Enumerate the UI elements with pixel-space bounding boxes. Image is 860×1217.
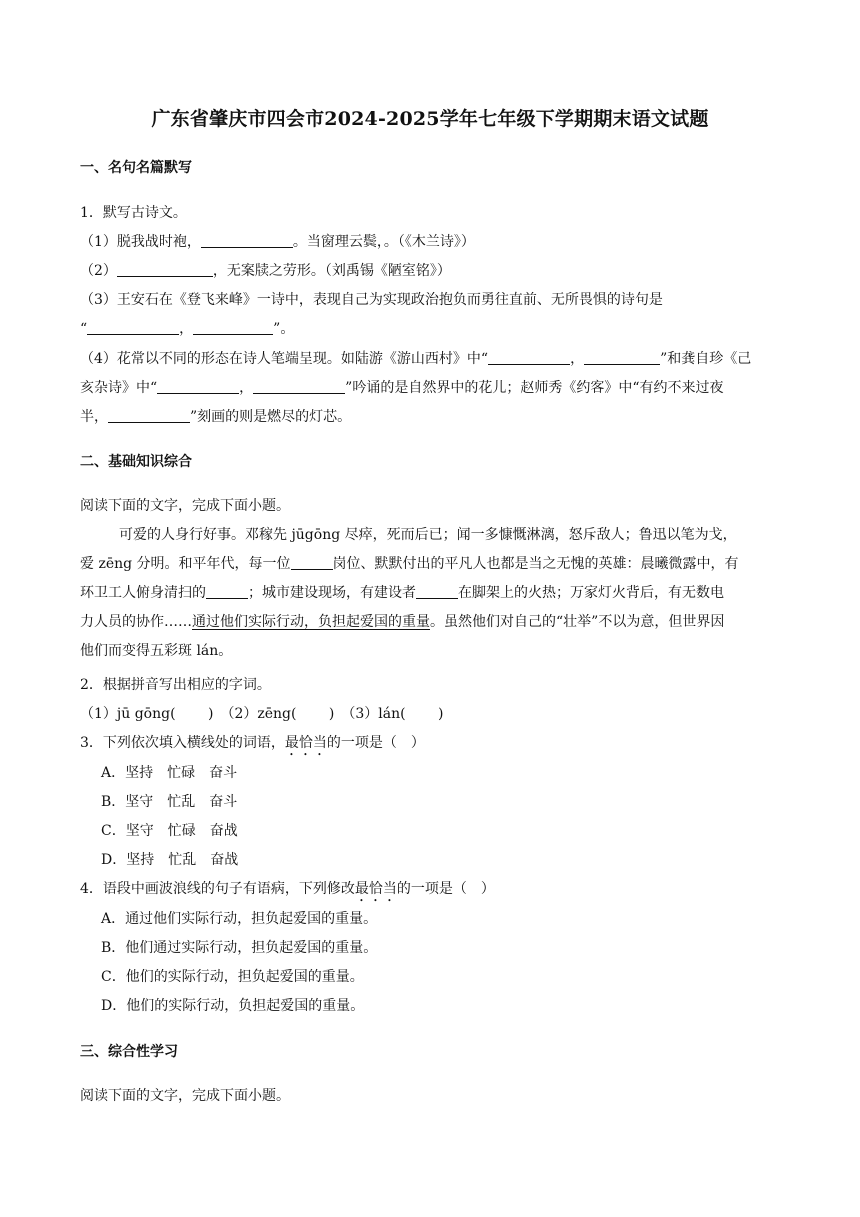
answer-blank[interactable]	[108, 408, 190, 423]
question-4-option-a[interactable]: A．通过他们实际行动，担负起爱国的重量。	[101, 911, 378, 927]
text: 3．下列依次填入横线处的词语，	[80, 735, 285, 751]
text: （4）花常以不同的形态在诗人笔端呈现。如陆游《游山西村》中“	[80, 351, 489, 367]
text: 在脚架上的火热；万家灯火背后，有无数电	[458, 585, 724, 601]
answer-blank[interactable]	[584, 350, 660, 365]
question-1-item-4-line-3	[80, 407, 351, 427]
text: ，	[570, 351, 585, 367]
question-1-item-4-line-1	[80, 349, 751, 369]
emphasized-text: 最恰当	[354, 881, 397, 897]
text: 爱 zēng 分明。和平年代，每一位	[80, 556, 291, 572]
text: （2）	[80, 263, 117, 279]
answer-blank[interactable]	[87, 320, 179, 335]
fill-blank	[416, 584, 458, 599]
wavy-underlined-sentence: 通过他们实际行动，负担起爱国的重量	[192, 614, 430, 630]
question-1-item-2	[80, 261, 451, 281]
text: 岗位、默默付出的平凡人也都是当之无愧的英雄：晨曦微露中，有	[332, 556, 739, 572]
question-2-stem: 2．根据拼音写出相应的字词。	[80, 677, 271, 693]
text: ”吟诵的是自然界中的花儿；赵师秀《约客》中“有约不来过夜	[345, 380, 724, 396]
fill-blank	[291, 555, 333, 570]
reading-paragraph-line-1: 可爱的人身行好事。邓稼先 jūgōng 尽瘁，死而后已；闻一多慷慨淋漓，怒斥敌人；鲁迅以笔为戈，	[119, 527, 737, 543]
text: 的一项是（ ）	[326, 735, 425, 751]
text: ；城市建设现场，有建设者	[248, 585, 416, 601]
question-1-item-3-blanks	[80, 319, 294, 339]
question-4-option-c[interactable]: C．他们的实际行动，担负起爱国的重量。	[101, 969, 364, 985]
text: 的一项是（ ）	[396, 881, 495, 897]
question-2-items: （1）jū gōng( ) （2）zēng( ) （3）lán( )	[80, 706, 444, 722]
section-heading-2: 二、基础知识综合	[80, 454, 192, 470]
emphasized-text: 最恰当	[284, 735, 327, 751]
question-3-option-a[interactable]: A．坚持 忙碌 奋斗	[101, 765, 238, 781]
question-1-item-3: （3）王安石在《登飞来峰》一诗中，表现自己为实现政治抱负而勇往直前、无所畏惧的诗句是	[80, 292, 663, 308]
reading-paragraph-line-4	[80, 612, 724, 632]
question-1-stem: 1．默写古诗文。	[80, 205, 187, 221]
text: ，	[179, 321, 194, 337]
text: （1）脱我战时袍，	[80, 234, 201, 250]
text: 亥杂诗》中“	[80, 380, 158, 396]
question-3-option-b[interactable]: B．坚守 忙乱 奋斗	[101, 794, 238, 810]
text: ，	[239, 380, 254, 396]
text: 。当窗理云鬓，。（《木兰诗》）	[292, 234, 475, 250]
answer-blank[interactable]	[117, 262, 213, 277]
exam-title: 广东省肇庆市四会市2024-2025学年七年级下学期期末语文试题	[151, 108, 709, 130]
answer-blank[interactable]	[253, 379, 345, 394]
text: 环卫工人俯身清扫的	[80, 585, 206, 601]
question-3-option-c[interactable]: C．坚守 忙碌 奋战	[101, 823, 238, 839]
section-heading-1: 一、名句名篇默写	[80, 160, 192, 176]
answer-blank[interactable]	[201, 233, 293, 248]
text: ”。	[273, 321, 295, 337]
question-4-stem	[80, 879, 495, 905]
question-4-option-d[interactable]: D．他们的实际行动，负担起爱国的重量。	[101, 998, 365, 1014]
question-3-option-d[interactable]: D．坚持 忙乱 奋战	[101, 852, 239, 868]
reading-intro: 阅读下面的文字，完成下面小题。	[80, 498, 290, 514]
text: 力人员的协作……	[80, 614, 192, 630]
fill-blank	[206, 584, 248, 599]
answer-blank[interactable]	[488, 350, 570, 365]
question-1-item-4-line-2	[80, 378, 724, 398]
text: 4．语段中画波浪线的句子有语病，下列修改	[80, 881, 355, 897]
text: 。虽然他们对自己的“壮举”不以为意，但世界因	[430, 614, 725, 630]
text: ”刻画的则是燃尽的灯芯。	[190, 409, 352, 425]
question-1-item-1	[80, 232, 475, 252]
reading-paragraph-line-3	[80, 583, 724, 603]
section-heading-3: 三、综合性学习	[80, 1044, 178, 1060]
question-4-option-b[interactable]: B．他们通过实际行动，担负起爱国的重量。	[101, 940, 378, 956]
text: ”和龚自珍《己	[660, 351, 752, 367]
reading-paragraph-line-2	[80, 554, 739, 574]
answer-blank[interactable]	[193, 320, 273, 335]
text: “	[80, 321, 88, 337]
text: ，无案牍之劳形。（刘禹锡《陋室铭》）	[212, 263, 451, 279]
section-3-intro: 阅读下面的文字，完成下面小题。	[80, 1088, 290, 1104]
text: 半，	[80, 409, 108, 425]
question-3-stem	[80, 733, 425, 759]
answer-blank[interactable]	[157, 379, 239, 394]
reading-paragraph-line-5: 他们而变得五彩斑 lán。	[80, 643, 233, 659]
